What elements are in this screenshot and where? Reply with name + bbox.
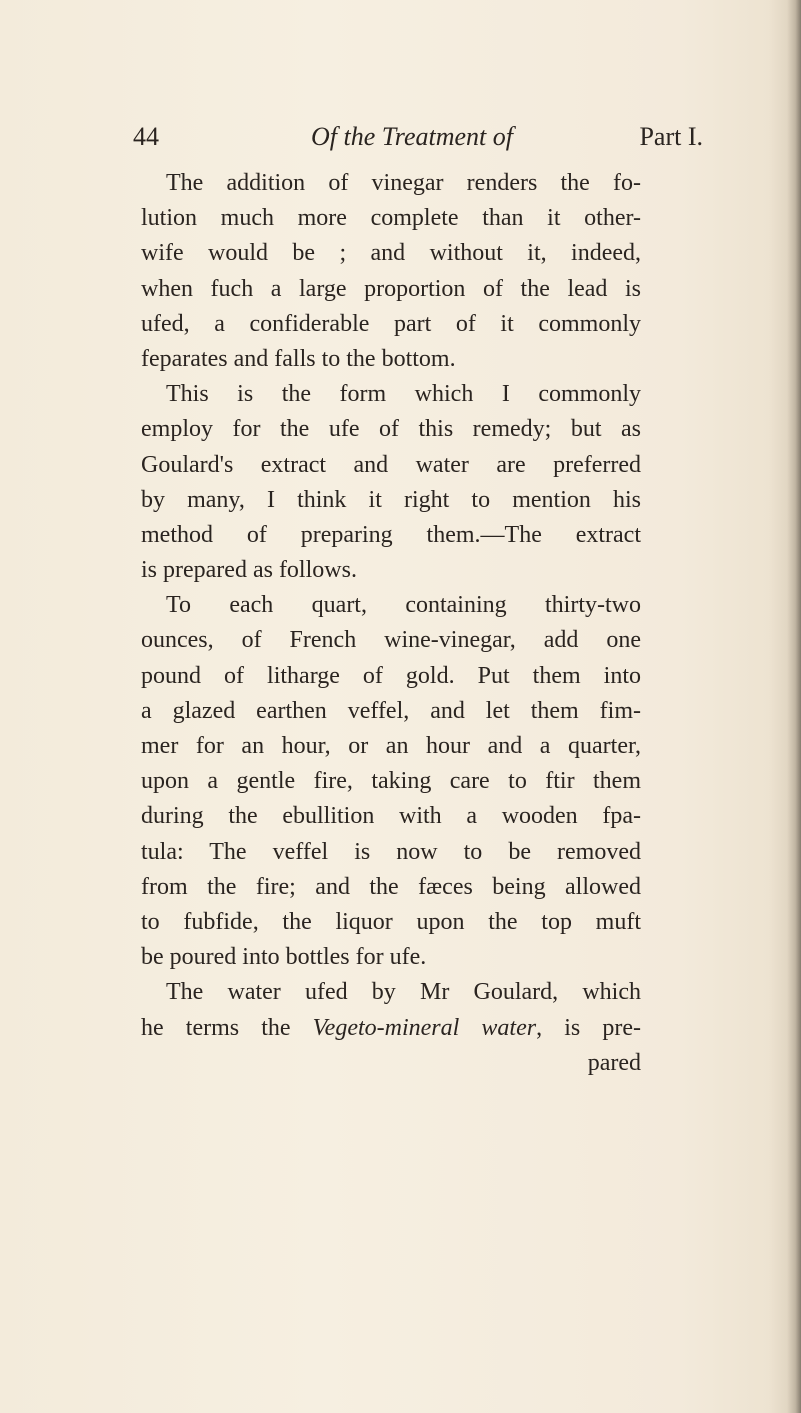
text-line: be poured into bottles for ufe. xyxy=(141,944,427,971)
text-line: during the ebullition with a wooden fpa- xyxy=(141,803,641,830)
text-line: a glazed earthen veffel, and let them fim- xyxy=(141,697,641,724)
text-line: lution much more complete than it other- xyxy=(141,205,641,232)
text-line: Goulard's extract and water are preferred xyxy=(141,451,641,478)
body-text xyxy=(141,166,641,1081)
text-line: mer for an hour, or an hour and a quarter, xyxy=(141,733,641,759)
text-line: The water ufed by Mr Goulard, which xyxy=(166,979,641,1006)
line-text-after: , is pre- xyxy=(536,1014,641,1041)
italic-term: Vegeto-mineral water xyxy=(312,1014,537,1041)
text-line: by many, I think it right to mention his xyxy=(141,486,641,513)
page-edge-shadow xyxy=(787,0,801,1413)
text-line: The addition of vinegar renders the fo- xyxy=(166,170,641,196)
page-number: 44 xyxy=(133,122,159,151)
text-line: upon a gentle fire, taking care to ftir them xyxy=(141,768,641,795)
text-line: when fuch a large proportion of the lead is xyxy=(141,275,641,302)
text-line: ufed, a confiderable part of it commonly xyxy=(141,310,641,337)
text-line: pound of litharge of gold. Put them into xyxy=(141,662,641,689)
text-line: To each quart, containing thirty-two xyxy=(166,592,641,619)
text-line-with-italic xyxy=(141,1011,641,1046)
text-line: tula: The veffel is now to be removed xyxy=(141,838,641,865)
text-line: employ for the ufe of this remedy; but as xyxy=(141,416,641,443)
text-line: feparates and falls to the bottom. xyxy=(141,345,456,372)
running-head-part: Part I. xyxy=(639,122,703,151)
text-line: to fubfide, the liquor upon the top muft xyxy=(141,908,641,935)
text-line: ounces, of French wine-vinegar, add one xyxy=(141,627,641,654)
text-line: This is the form which I commonly xyxy=(166,381,641,408)
running-head-title: Of the Treatment of xyxy=(311,122,513,151)
running-head xyxy=(133,122,703,158)
text-line: method of preparing them.—The extract xyxy=(141,521,641,548)
text-line: wife would be ; and without it, indeed, xyxy=(141,240,641,267)
line-text-before: he terms the xyxy=(141,1014,313,1041)
text-line: is prepared as follows. xyxy=(141,557,357,584)
text-line: from the fire; and the fæces being allowed xyxy=(141,873,641,900)
catchword: pared xyxy=(587,1049,641,1076)
